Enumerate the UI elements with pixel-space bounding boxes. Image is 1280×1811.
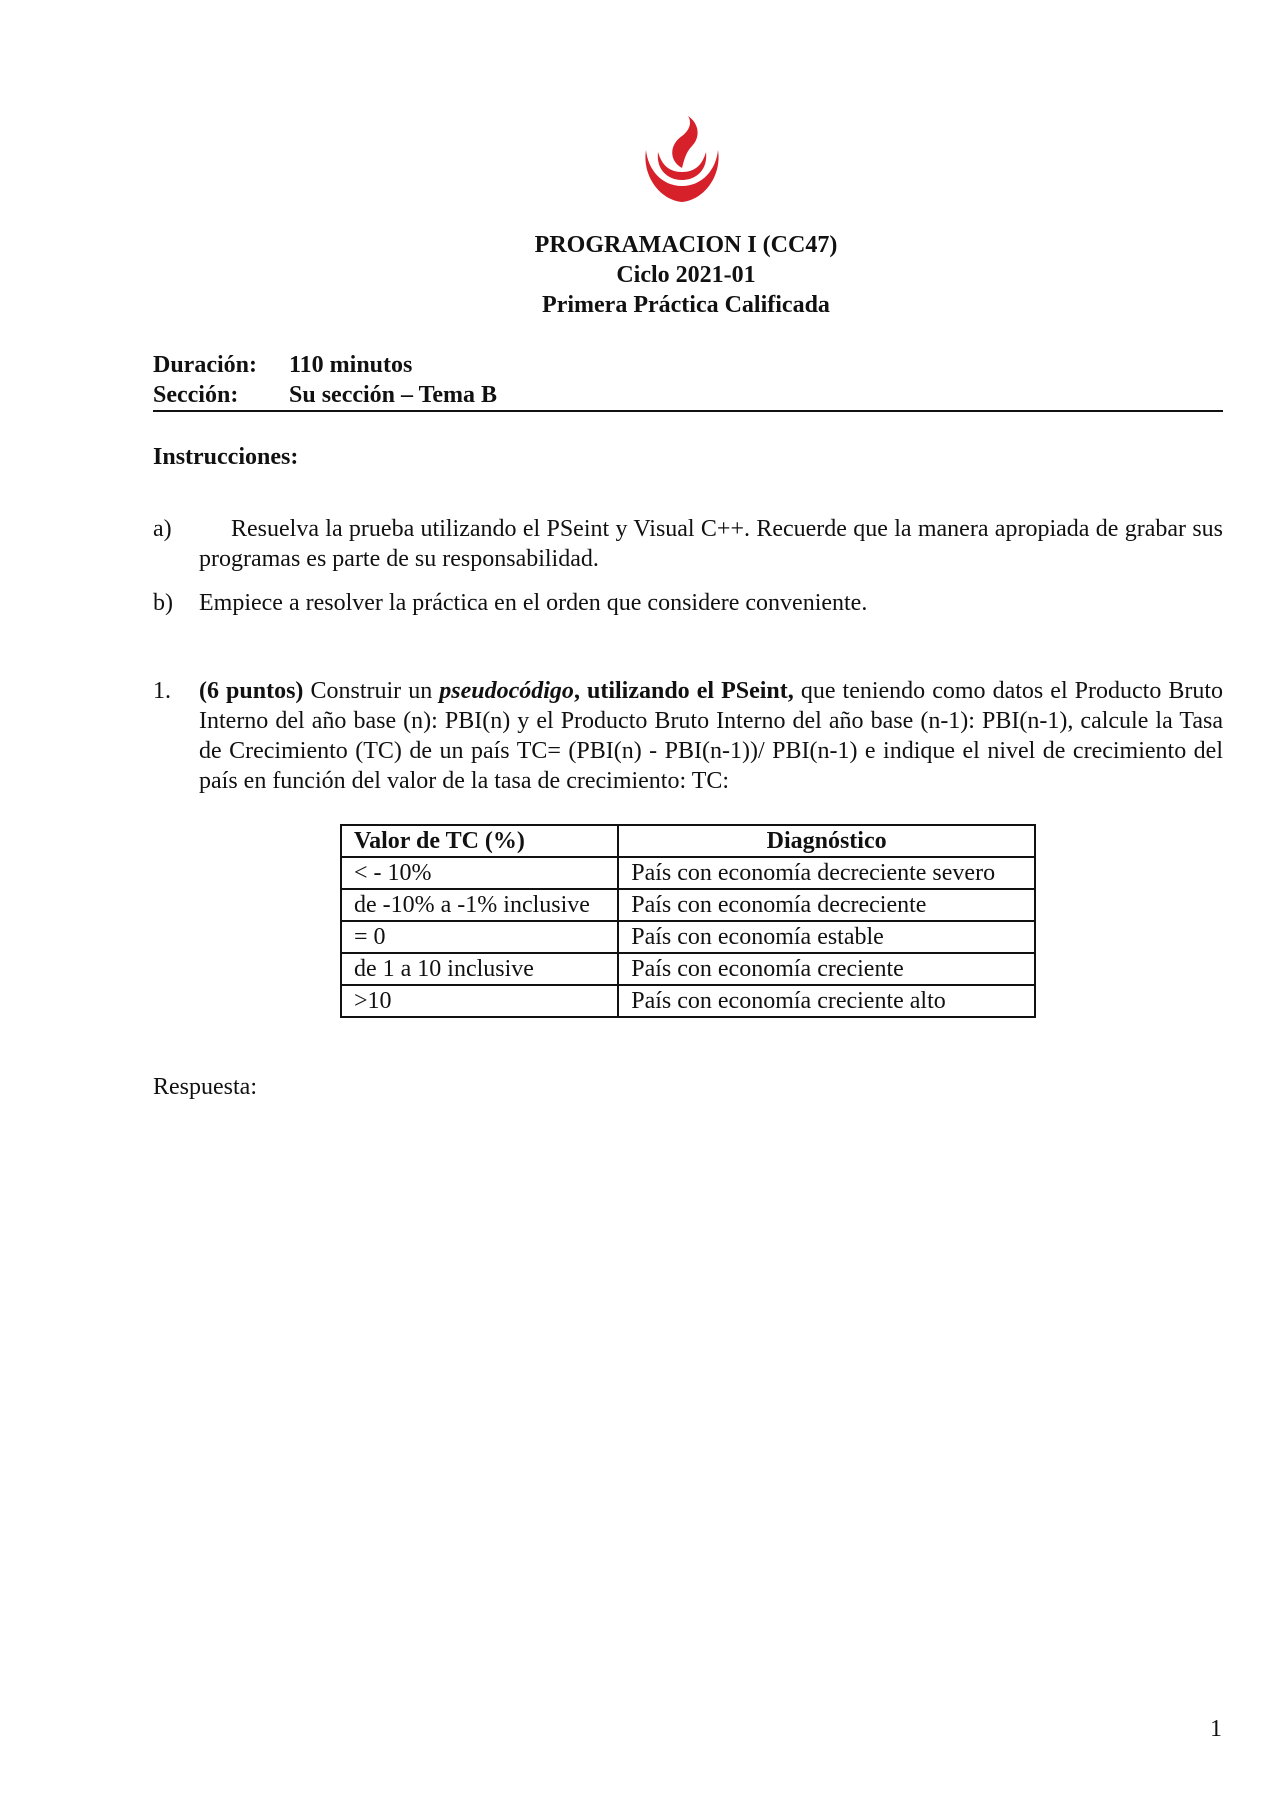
section-label: Sección: (153, 382, 239, 408)
duration-row (153, 352, 412, 379)
table-cell-value: >10 (341, 985, 618, 1017)
question-number: 1. (153, 678, 171, 704)
instruction-item (153, 514, 1223, 574)
growth-rate-table (340, 824, 1036, 1018)
table-row (341, 985, 1035, 1017)
instruction-item (153, 588, 1223, 618)
question-pseudocode: pseudocódigo (439, 678, 574, 704)
table-cell-diagnosis: País con economía decreciente severo (618, 857, 1035, 889)
table-cell-diagnosis: País con economía creciente (618, 953, 1035, 985)
table-row (341, 857, 1035, 889)
question-points: (6 puntos) (199, 678, 304, 704)
question-intro: Construir un (310, 678, 433, 704)
cycle-title: Ciclo 2021-01 (616, 262, 756, 288)
table-cell-value: de -10% a -1% inclusive (341, 889, 618, 921)
table-cell-diagnosis: País con economía estable (618, 921, 1035, 953)
duration-label: Duración: (153, 352, 257, 378)
duration-value: 110 minutos (289, 352, 413, 378)
question-tool: , utilizando el PSeint, (573, 678, 794, 704)
exam-title: Primera Práctica Calificada (542, 292, 830, 318)
table-cell-value: = 0 (341, 921, 618, 953)
university-flame-logo-icon (638, 114, 726, 204)
section-value: Su sección – Tema B (289, 382, 498, 408)
question-1 (153, 676, 1223, 796)
section-row (153, 382, 497, 409)
header-divider (153, 410, 1223, 412)
page-number: 1 (1210, 1716, 1222, 1742)
table-header-row (341, 825, 1035, 857)
table-header-cell: Diagnóstico (618, 825, 1035, 857)
answer-label: Respuesta: (153, 1074, 257, 1100)
instruction-marker: a) (153, 516, 172, 542)
table-row (341, 953, 1035, 985)
instruction-text: Resuelva la prueba utilizando el PSeint y Visual C++. Recuerde que la manera apropiada de grabar sus programas es parte de su responsabilidad. (199, 516, 1223, 572)
course-title: PROGRAMACION I (CC47) (534, 232, 838, 258)
table-header-cell: Valor de TC (%) (341, 825, 618, 857)
question-text (199, 676, 1223, 796)
instruction-text: Empiece a resolver la práctica en el orden que considere conveniente. (199, 590, 868, 616)
instruction-marker: b) (153, 590, 173, 616)
table-cell-value: < - 10% (341, 857, 618, 889)
instructions-title: Instrucciones: (153, 444, 299, 470)
table-cell-value: de 1 a 10 inclusive (341, 953, 618, 985)
table-cell-diagnosis: País con economía decreciente (618, 889, 1035, 921)
question-body: que teniendo como datos el Producto Bruto Interno del año base (n): PBI(n) y el Producto Bruto Interno del año base (n-1): PBI(n-1), calcule la Tasa de Crecimiento (TC) de un país TC= (PBI(n) - PBI(n-1))/ PBI(n-1) e indique el nivel de crecimiento del país en función del valor de la tasa de crecimiento: TC: (199, 678, 1224, 794)
table-cell-diagnosis: País con economía creciente alto (618, 985, 1035, 1017)
table-row (341, 921, 1035, 953)
table-row (341, 889, 1035, 921)
